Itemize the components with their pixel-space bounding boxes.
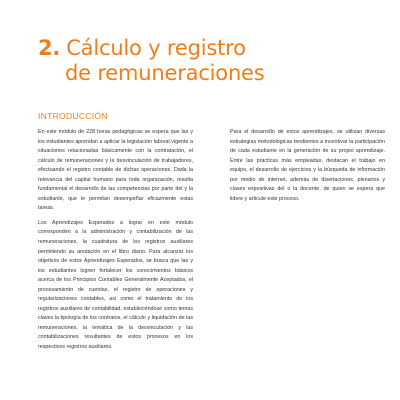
paragraph: Los Aprendizajes Esperados a lograr en este módulo corresponden a la administración y contabilización de las remuneraciones, la cuadratura de los registros auxiliares permitiendo su anotación en el libro diario. Para alcanzar los objetivos de estos Aprendizajes Esperados, se busca que las y los estudiantes logren fortalecer los conocimientos básicos acerca de los Principios Contables Generalmente Aceptados, el procesamiento de cuentas, el registro de operaciones y regularizaciones contables, así como el tratamiento de los registros auxiliares de contabilidad, estableciéndose como temas claves la tipología de los contratos, el cálculo y liquidación de las remuneraciones, la temática de la desvinculación y las contabilizaciones resultantes de estos procesos en los respectivos registros auxiliares.	[38, 219, 193, 351]
chapter-title-text1: Cálculo y registro	[66, 36, 246, 60]
chapter-title-line1	[38, 36, 265, 61]
chapter-title-line2: de remuneraciones	[65, 61, 265, 85]
section-heading: INTRODUCCIÓN	[38, 111, 108, 121]
left-column	[38, 128, 193, 358]
right-column	[230, 128, 385, 209]
paragraph: Para el desarrollo de estos aprendizajes, se utilizan diversas estrategias metodológicas tendientes a incentivar la participación de cada estudiante en la generación de su propio aprendizaje. Entre las prácticas más empleadas, destacan el trabajo en equipo, el desarrollo de ejercicios y la búsqueda de información por medio de internet, además de disertaciones, plenarios y clases expositivas del o la docente, de quien se espera que lidere y articule este proceso.	[230, 129, 385, 202]
paragraph: En este módulo de 228 horas pedagógicas se espera que las y los estudiantes aprendan a aplicar la legislación laboral vigente a situaciones relacionadas básicamente con la contratación, el cálculo de remuneraciones y la desvinculación de trabajadores, efectuando el registro contable de dichas operaciones. Dada la relevancia del capital humano para toda organización, resulta fundamental el desarrollo de las competencias por parte del y la estudiante, que le permitan desempeñar eficazmente estas tareas.	[38, 129, 193, 212]
chapter-title	[38, 36, 265, 86]
chapter-number: 2.	[38, 36, 61, 60]
